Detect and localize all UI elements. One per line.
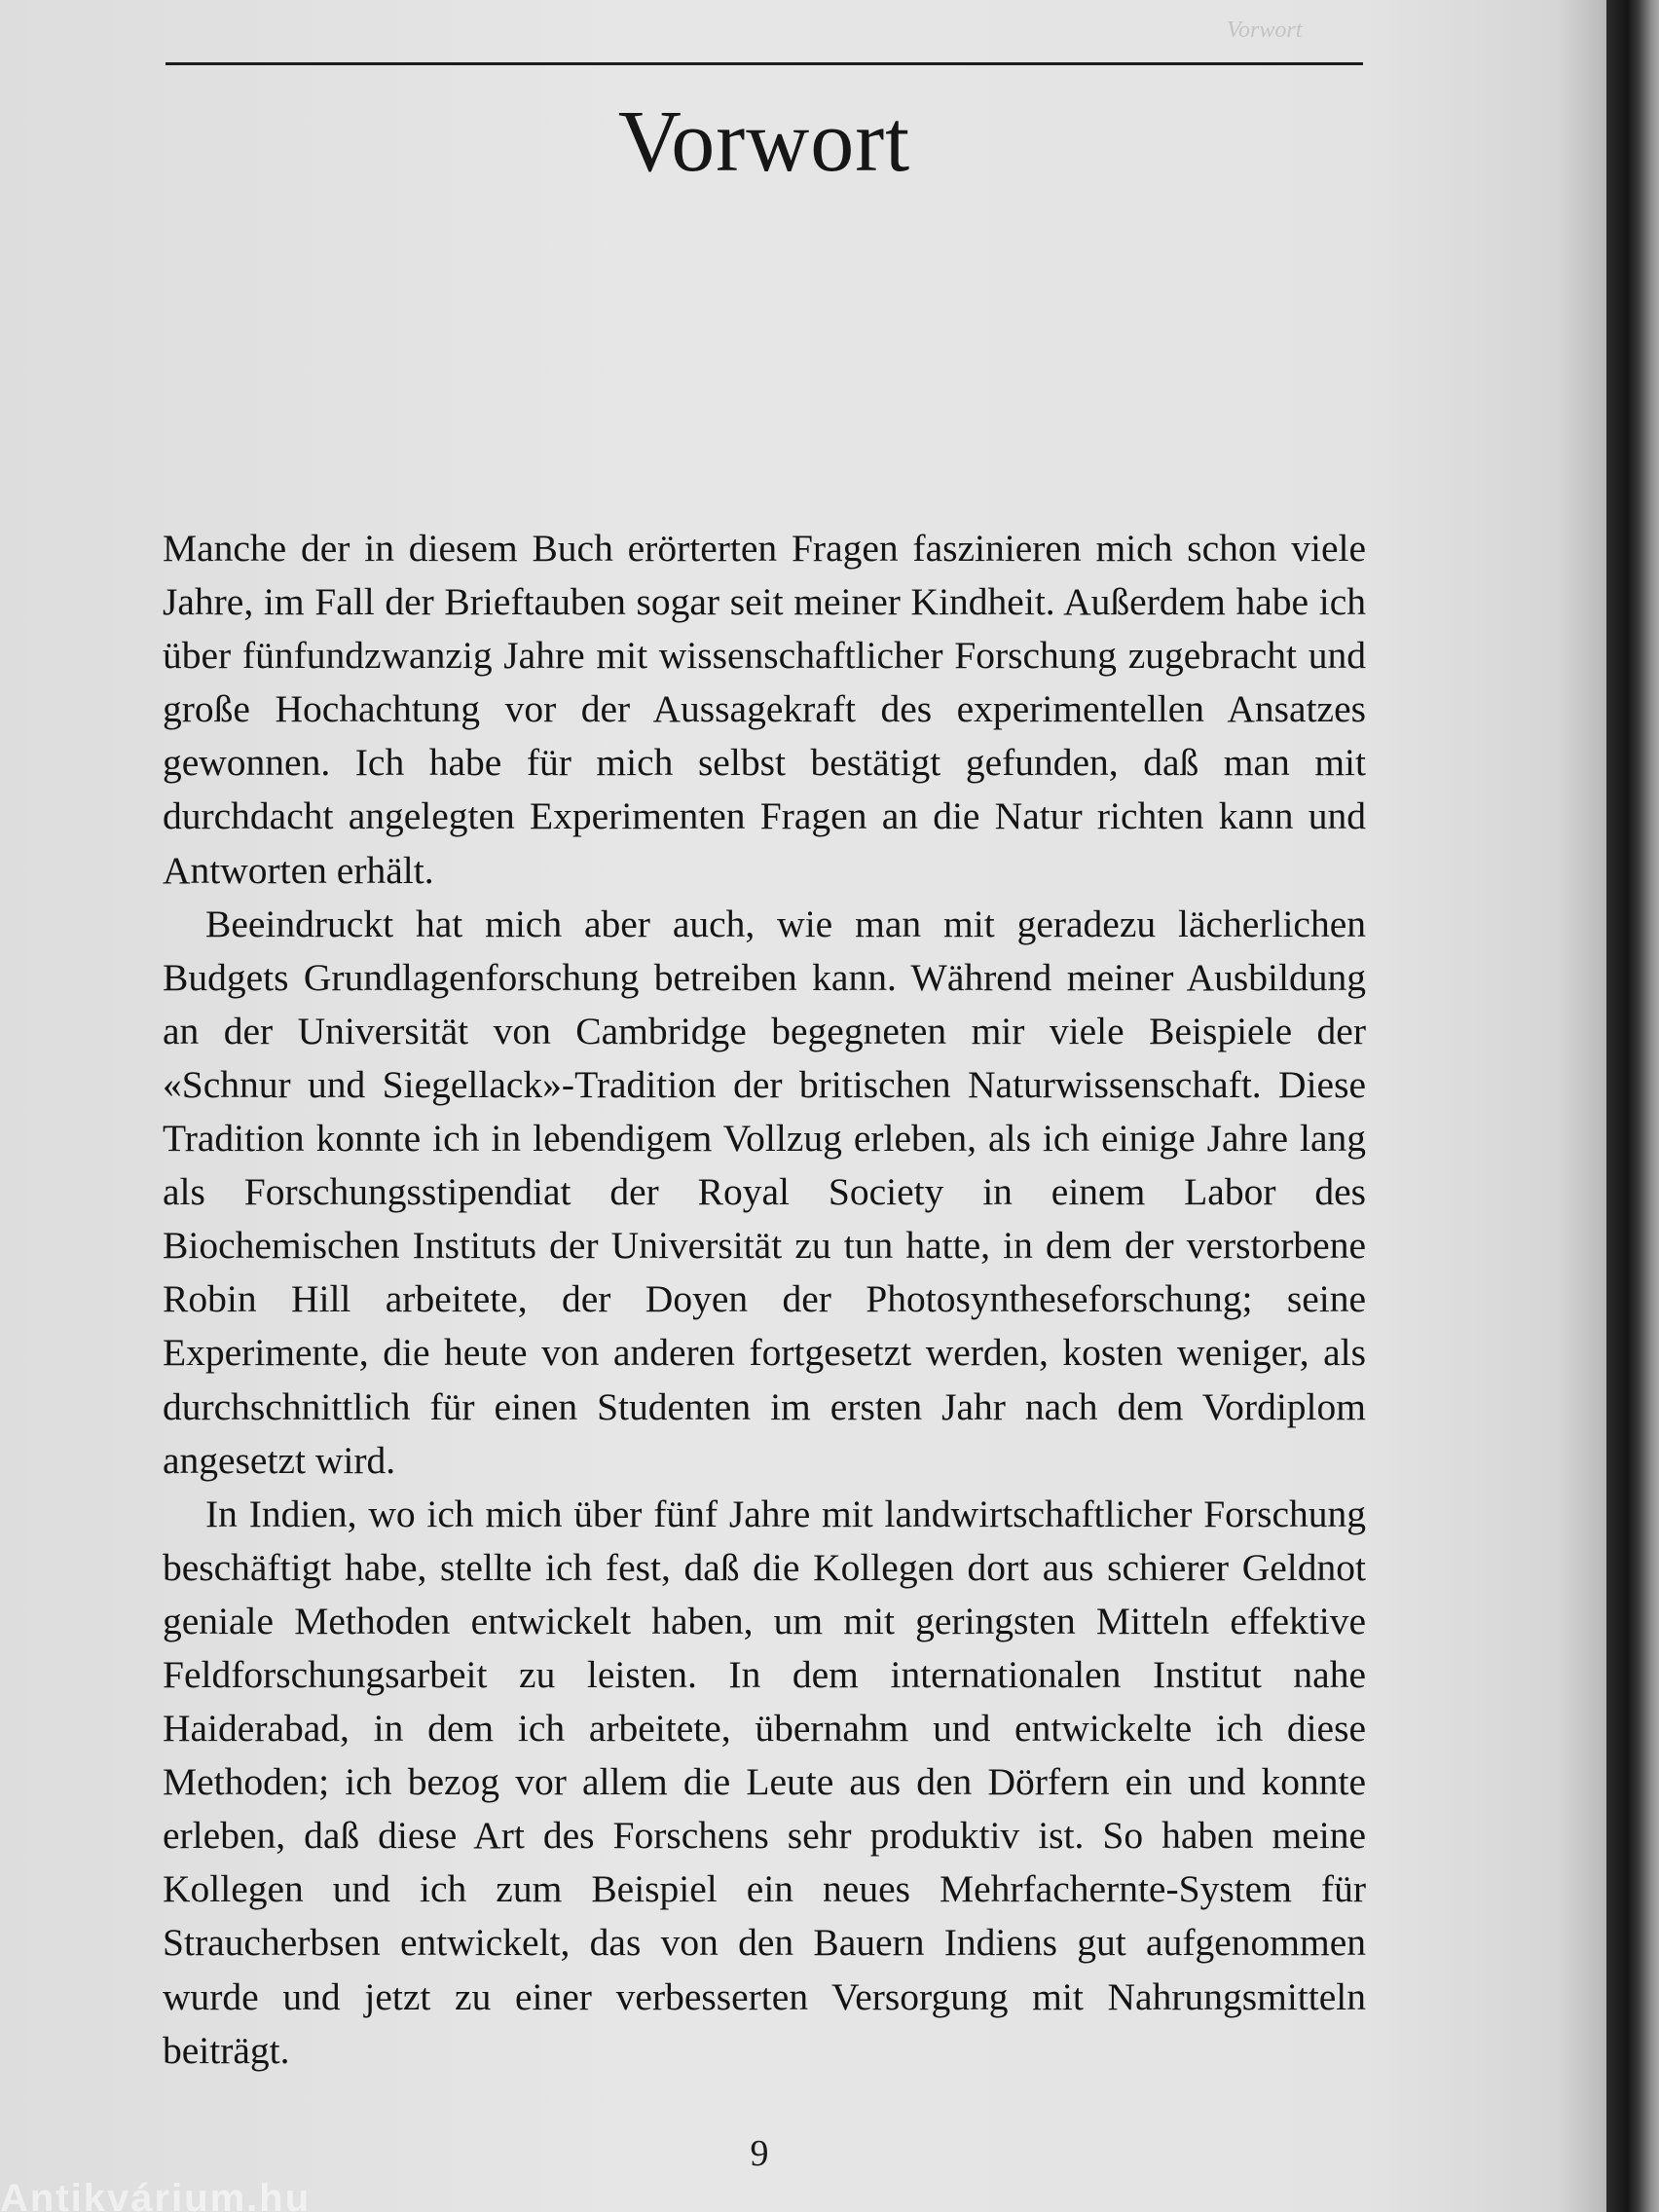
- paragraph-2: Beeindruckt hat mich aber auch, wie man mit geradezu lächerlichen Budgets Grundlagenforschung betreiben kann. Während meiner Ausbildung an der Universität von Cambridge begegneten mir viele Beispiele der «Schnur und Siegellack»-Tradition der britischen Naturwissenschaft. Diese Tradition konnte ich in lebendigem Vollzug erleben, als ich einige Jahre lang als Forschungsstipendiat der Royal Society in einem Labor des Biochemischen Instituts der Universität zu tun hatte, in dem der verstorbene Robin Hill arbeitete, der Doyen der Photosyntheseforschung; seine Experimente, die heute von anderen fortgesetzt werden, kosten weniger, als durchschnittlich für einen Studenten im ersten Jahr nach dem Vordiplom angesetzt wird.: [163, 902, 1366, 1482]
- book-edge: [1606, 0, 1659, 2212]
- page-number: 9: [750, 2133, 769, 2174]
- running-head: Vorwort: [1227, 18, 1303, 43]
- gutter-shadow: [1558, 0, 1606, 2212]
- header-rule: [166, 62, 1363, 65]
- chapter-title: Vorwort: [617, 93, 911, 190]
- paragraph-1: Manche der in diesem Buch erörterten Fragen faszinieren mich schon viele Jahre, im Fall der Brieftauben sogar seit meiner Kindheit. Außerdem habe ich über fünfundzwanzig Jahre mit wissenschaftlicher Forschung zugebracht und große Hochachtung vor der Aussagekraft des experimentellen Ansatzes gewonnen. Ich habe für mich selbst bestätigt gefunden, daß man mit durchdacht angelegten Experimenten Fragen an die Natur richten kann und Antworten erhält.: [163, 527, 1366, 892]
- watermark: Antikvárium.hu: [0, 2177, 312, 2212]
- paragraph-3: In Indien, wo ich mich über fünf Jahre mit landwirtschaftlicher Forschung beschäftigt habe, stellte ich fest, daß die Kollegen dort aus schierer Geldnot geniale Methoden entwickelt haben, um mit geringsten Mitteln effektive Feldforschungsarbeit zu leisten. In dem internationalen Institut nahe Haiderabad, in dem ich arbeitete, übernahm und entwickelte ich diese Methoden; ich bezog vor allem die Leute aus den Dörfern ein und konnte erleben, daß diese Art des Forschens sehr produktiv ist. So haben meine Kollegen und ich zum Beispiel ein neues Mehrfachernte-System für Straucherbsen entwickelt, das von den Bauern Indiens gut aufgenommen wurde und jetzt zu einer verbesserten Versorgung mit Nahrungsmitteln beiträgt.: [163, 1492, 1366, 2072]
- body-text: [163, 522, 1366, 2078]
